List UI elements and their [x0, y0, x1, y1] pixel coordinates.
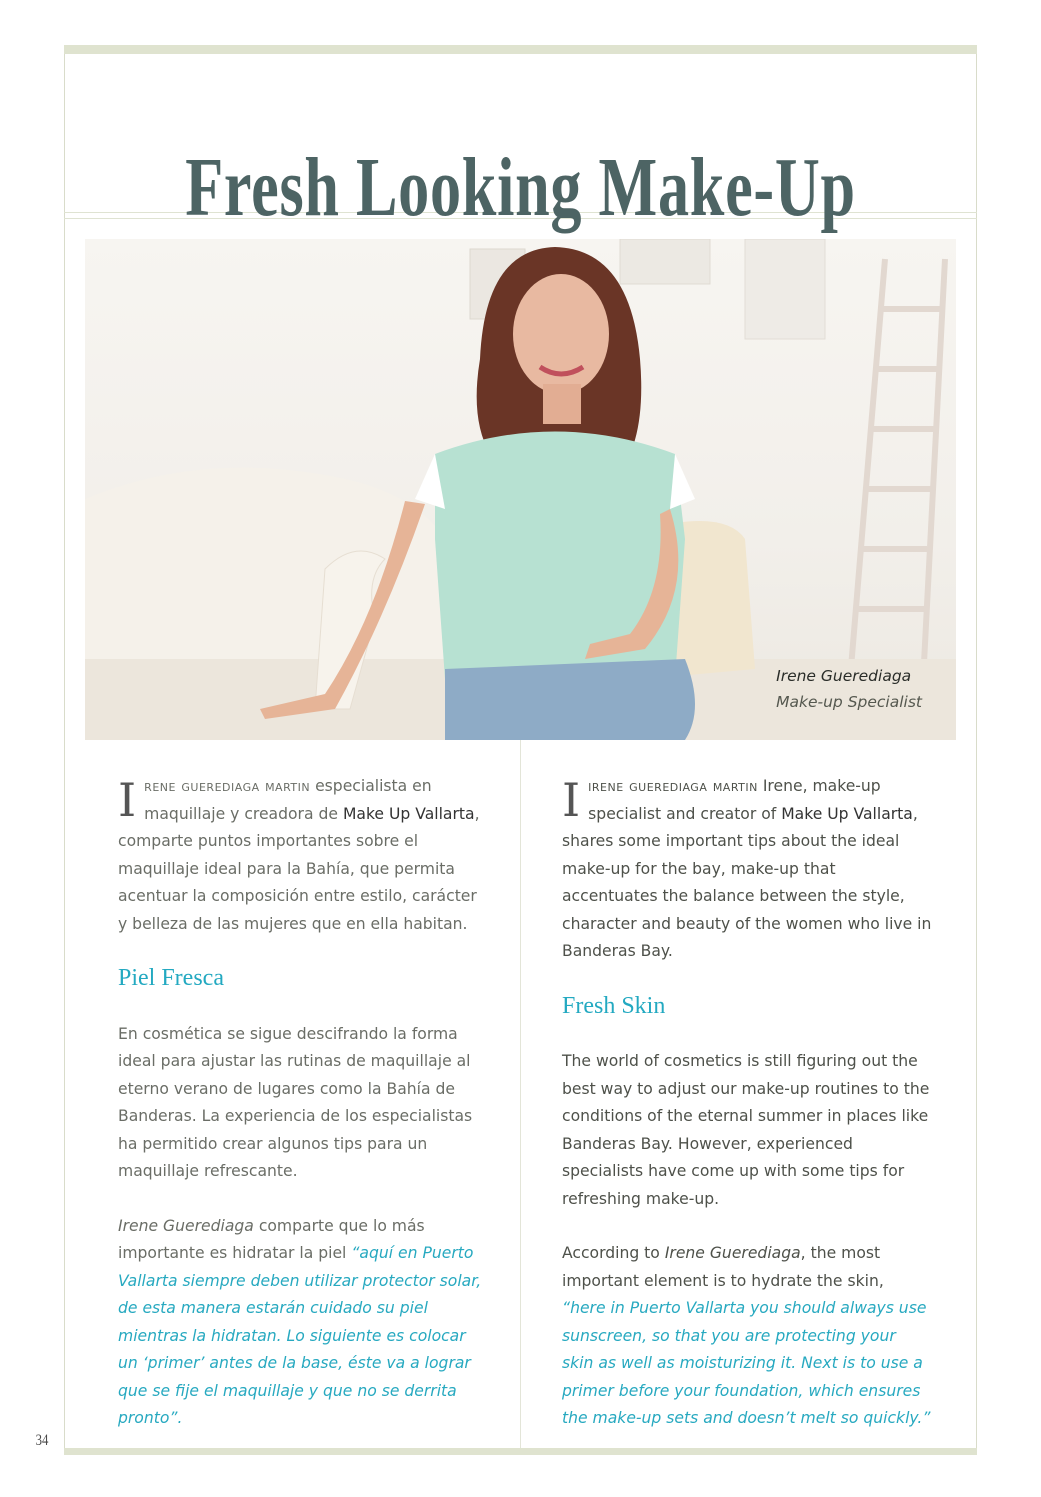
- caption-name: Irene Guerediaga: [776, 667, 912, 685]
- photo-caption: [776, 663, 922, 715]
- section-heading-es: Piel Fresca: [118, 965, 224, 991]
- intro-paragraph-en: [562, 773, 932, 966]
- intro-text: Irene, make-up specialist and creator of: [588, 777, 881, 823]
- intro-text-continued: , comparte puntos importantes sobre el maquillaje ideal para la Bahía, que permita acentuar la composición entre estilo, carácter y belleza de las mujeres que en ella habitan.: [118, 804, 480, 933]
- pull-quote: “here in Puerto Vallarta you should always use sunscreen, so that you are protecting your skin as well as moisturizing it. Next is to use a primer before your foundation, which ensures the make-up sets and doesn’t melt so quickly.”: [562, 1299, 931, 1427]
- quote-lead-continued: , the most important element is to hydrate the skin,: [562, 1244, 884, 1290]
- intro-text-continued: , shares some important tips about the ideal make-up for the bay, make-up that accentuates the balance between the style, character and beauty of the women who live in Banderas Bay.: [562, 804, 932, 960]
- body-paragraph-en: The world of cosmetics is still figuring out the best way to adjust our make-up routines to the conditions of the eternal summer in places like Banderas Bay. However, experienced specialists have come up with some tips for refreshing make-up.: [562, 1052, 930, 1208]
- pull-quote: “aquí en Puerto Vallarta siempre deben utilizar protector solar, de esta manera estarán cuidado su piel mientras la hidratan. Lo siguiente es colocar un ‘primer’ antes de la base, éste va a lograr que se fije el maquillaje y que no se derrita pronto”.: [118, 1244, 482, 1427]
- bottom-border-bar: [64, 1448, 977, 1455]
- brand-name: Make Up Vallarta: [342, 804, 475, 823]
- spanish-column: [118, 773, 488, 1433]
- quote-paragraph-en: [562, 1240, 932, 1433]
- drop-cap: I: [118, 773, 137, 827]
- person-name: Irene Guerediaga: [118, 1216, 254, 1235]
- person-name: Irene Guerediaga: [664, 1244, 801, 1262]
- quote-lead: According to: [562, 1244, 665, 1262]
- intro-smallcaps: rene guerediaga martin: [144, 777, 311, 795]
- intro-smallcaps: irene guerediaga martin: [588, 777, 758, 795]
- column-divider: [520, 740, 521, 1448]
- intro-paragraph-es: [118, 773, 488, 938]
- english-column: [562, 773, 932, 1433]
- top-border-bar: [64, 45, 977, 54]
- section-heading-en: Fresh Skin: [562, 992, 666, 1019]
- page-number: 34: [35, 1432, 49, 1449]
- portrait-photo: [85, 239, 956, 740]
- body-paragraph-es: En cosmética se sigue descifrando la forma ideal para ajustar las rutinas de maquillaje al eterno verano de lugares como la Bahía de Banderas. La experiencia de los especialistas ha permitido crear algunos tips para un maquillaje refrescante.: [118, 1024, 473, 1180]
- caption-role: Make-up Specialist: [776, 693, 922, 711]
- page-title: Fresh Looking Make-Up: [185, 141, 856, 235]
- intro-text: especialista en maquillaje y creadora de: [144, 777, 432, 823]
- frame-right-rule: [976, 54, 977, 1448]
- quote-paragraph-es: [118, 1213, 488, 1433]
- brand-name: Make Up Vallarta: [781, 804, 913, 823]
- quote-lead: comparte que lo más importante es hidratar la piel: [118, 1216, 425, 1262]
- drop-cap: I: [562, 773, 581, 827]
- frame-left-rule: [64, 54, 65, 1448]
